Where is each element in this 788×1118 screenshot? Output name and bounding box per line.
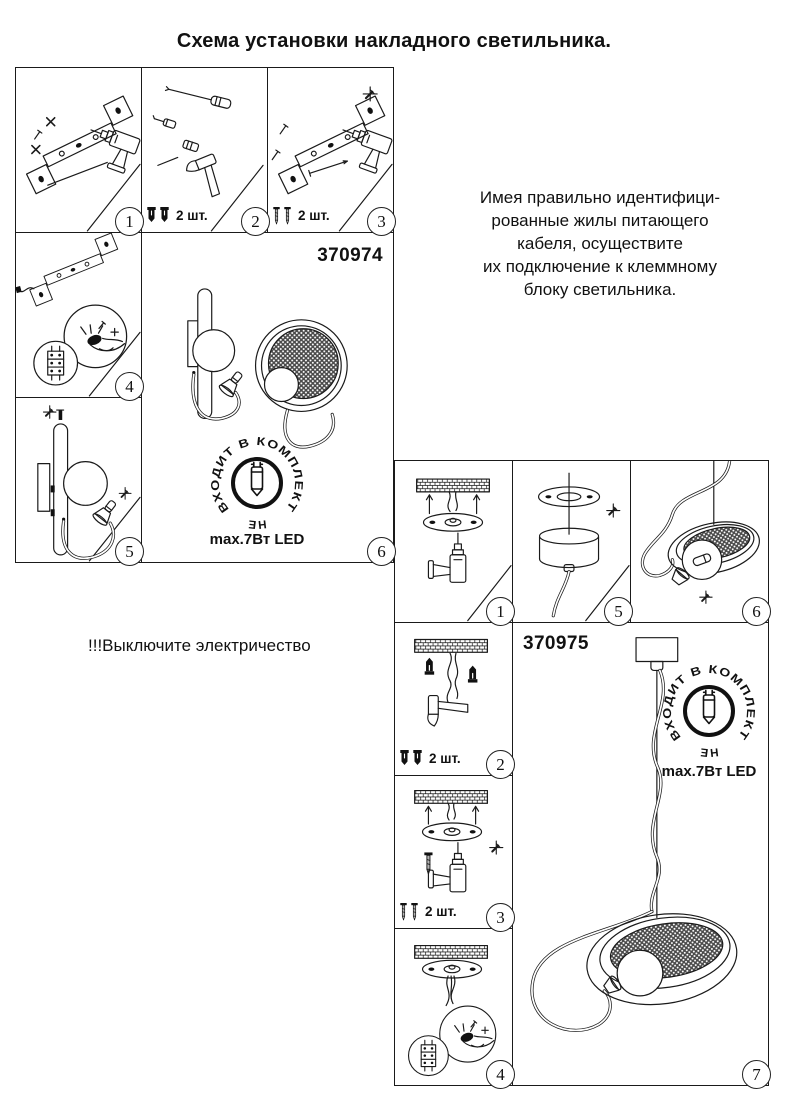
drill-icon bbox=[333, 122, 393, 174]
ceiling-surface bbox=[415, 946, 488, 959]
screw-cross-icon bbox=[43, 406, 56, 419]
screw-cross-icon bbox=[119, 487, 131, 499]
step-panel-pendant-2 bbox=[394, 622, 513, 776]
instruction-line: рованные жилы питающего bbox=[491, 211, 709, 230]
product-panel-sconce bbox=[141, 232, 394, 563]
step-number: 6 bbox=[367, 537, 396, 566]
quantity-label: 2 шт. bbox=[429, 751, 461, 766]
lamp-assembly-illustration bbox=[16, 398, 141, 562]
step-number: 2 bbox=[241, 207, 270, 236]
page-title: Схема установки накладного светильника. bbox=[176, 30, 612, 52]
not-included-stamp bbox=[659, 661, 759, 761]
dowel-icon bbox=[399, 749, 410, 768]
wall-bracket bbox=[21, 233, 126, 306]
model-code: 370974 bbox=[317, 245, 383, 266]
dowel-with-screw bbox=[151, 115, 176, 129]
drill-icon bbox=[428, 533, 465, 582]
step-panel-sconce-3 bbox=[267, 67, 394, 233]
screw-cross-icon bbox=[363, 87, 377, 101]
wall-bracket bbox=[16, 96, 141, 194]
screw-quantity bbox=[272, 206, 330, 225]
screw-cross-icon bbox=[607, 504, 620, 517]
instruction-line: блоку светильника. bbox=[523, 280, 677, 299]
drill-icon bbox=[428, 843, 465, 892]
step-number: 5 bbox=[115, 537, 144, 566]
glass-sphere bbox=[64, 462, 108, 506]
instruction-line: кабеля, осуществите bbox=[517, 234, 683, 253]
ceiling-surface bbox=[415, 791, 488, 804]
svg-text:НЕ: НЕ bbox=[698, 745, 720, 759]
pendant-steps bbox=[394, 460, 769, 1086]
drill-icon bbox=[81, 122, 141, 174]
step-number: 4 bbox=[115, 372, 144, 401]
step-number: 1 bbox=[115, 207, 144, 236]
wall-lamp-front-view bbox=[256, 320, 348, 447]
mark-holes-illustration bbox=[16, 68, 141, 232]
step-panel-sconce-2 bbox=[141, 67, 268, 233]
step-number: 6 bbox=[742, 597, 771, 626]
x-mark bbox=[47, 118, 55, 126]
wall-lamp-side-view bbox=[188, 289, 247, 419]
instruction-line: их подключение к клеммному bbox=[483, 257, 717, 276]
step-number: 4 bbox=[486, 1060, 515, 1089]
max-power-label: max.7Вт LED bbox=[661, 763, 757, 780]
step-panel-pendant-6 bbox=[630, 460, 769, 623]
step-number: 5 bbox=[604, 597, 633, 626]
step-panel-sconce-5 bbox=[15, 397, 142, 563]
screw-cross-icon bbox=[490, 841, 503, 854]
step-number: 2 bbox=[486, 750, 515, 779]
step-number: 7 bbox=[742, 1060, 771, 1089]
quantity-label: 2 шт. bbox=[176, 208, 208, 223]
dowel-icon bbox=[159, 206, 170, 225]
terminal-block-detail bbox=[34, 341, 78, 385]
mounting-plate bbox=[424, 513, 483, 531]
x-mark bbox=[32, 146, 40, 154]
screw-icon bbox=[309, 158, 349, 176]
ceiling-surface bbox=[415, 640, 488, 653]
quantity-label: 2 шт. bbox=[425, 904, 457, 919]
bulb-plug bbox=[218, 368, 247, 398]
power-off-warning: !!!Выключите электричество bbox=[88, 636, 311, 655]
glass-sphere bbox=[682, 540, 721, 579]
wall-bracket bbox=[268, 96, 393, 194]
glass-sphere bbox=[617, 950, 663, 996]
dowel-icon bbox=[412, 749, 423, 768]
dowel-icon bbox=[425, 658, 434, 675]
step-panel-sconce-1 bbox=[15, 67, 142, 233]
mounting-plate bbox=[423, 823, 482, 841]
wiring-instruction-text bbox=[412, 186, 788, 301]
screw-icon bbox=[410, 902, 419, 921]
screw-icon bbox=[399, 902, 408, 921]
step-panel-pendant-4 bbox=[394, 928, 513, 1086]
step-panel-pendant-3 bbox=[394, 775, 513, 929]
ceiling-surface bbox=[417, 479, 490, 492]
screw-icon bbox=[283, 206, 292, 225]
wall-sconce-steps bbox=[15, 67, 394, 563]
svg-text:ВХОДИТ В КОМПЛЕКТ: ВХОДИТ В КОМПЛЕКТ bbox=[661, 663, 757, 743]
screw-icon bbox=[272, 206, 281, 225]
step-number: 3 bbox=[367, 207, 396, 236]
screw-quantity bbox=[399, 902, 457, 921]
hammer-icon bbox=[184, 153, 228, 202]
model-code: 370975 bbox=[523, 633, 589, 654]
quantity-label: 2 шт. bbox=[298, 208, 330, 223]
step-panel-sconce-4 bbox=[15, 232, 142, 398]
mounting-plate bbox=[423, 960, 482, 978]
bulb-install-illustration bbox=[631, 461, 768, 622]
wiring-illustration bbox=[16, 233, 141, 397]
not-included-stamp bbox=[207, 433, 307, 533]
step-panel-pendant-1 bbox=[394, 460, 513, 623]
step-number: 1 bbox=[486, 597, 515, 626]
step-panel-pendant-5 bbox=[512, 460, 631, 623]
product-panel-pendant bbox=[512, 622, 769, 1086]
terminal-block-detail bbox=[409, 1036, 449, 1076]
wall-plate bbox=[38, 464, 50, 512]
dowel-icon bbox=[182, 140, 199, 152]
pendant-ring bbox=[581, 904, 743, 1013]
ceiling-canopy bbox=[636, 638, 678, 662]
screwdriver-icon bbox=[165, 84, 232, 109]
svg-text:НЕ: НЕ bbox=[246, 517, 268, 531]
step-number: 3 bbox=[486, 903, 515, 932]
max-power-label: max.7Вт LED bbox=[209, 531, 305, 548]
instruction-line: Имея правильно идентифици- bbox=[479, 188, 721, 207]
dowel-icon bbox=[146, 206, 157, 225]
screw-cross-icon bbox=[700, 591, 712, 603]
dowel-icon bbox=[468, 666, 477, 683]
svg-text:ВХОДИТ В КОМПЛЕКТ: ВХОДИТ В КОМПЛЕКТ bbox=[209, 435, 305, 515]
dowel-quantity bbox=[399, 749, 461, 768]
dowel-quantity bbox=[146, 206, 208, 225]
